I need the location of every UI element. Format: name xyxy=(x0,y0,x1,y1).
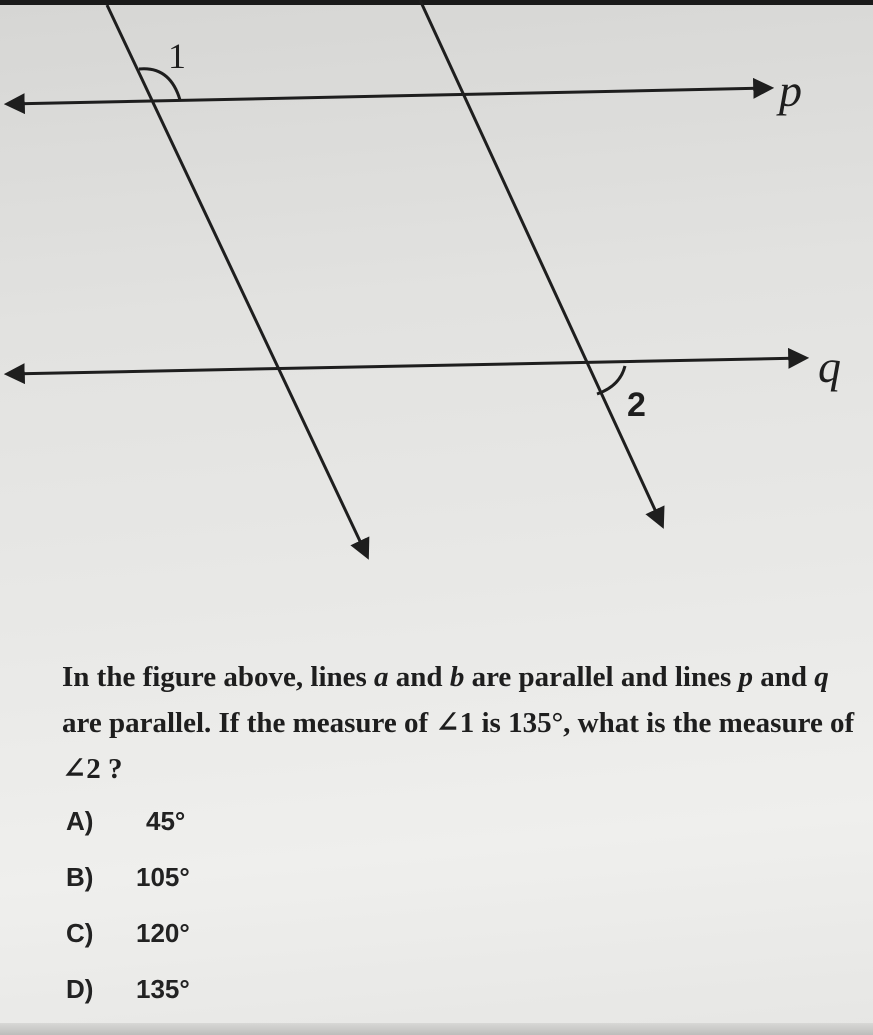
line-p-name: p xyxy=(738,661,753,693)
line-p-label: p xyxy=(779,65,802,116)
option-c[interactable] xyxy=(66,918,366,958)
question-part: and xyxy=(752,661,815,693)
question-part: are parallel. If the measure of ∠1 is 135°, what is the measure of ∠2 ? xyxy=(62,707,855,785)
line-a-name: a xyxy=(374,661,389,693)
line-q-name: q xyxy=(814,661,829,693)
angle-2-label: 2 xyxy=(627,386,646,424)
line-b-name: b xyxy=(449,661,465,693)
option-value: 105° xyxy=(136,862,190,892)
line-q-label: q xyxy=(818,341,841,392)
question-text xyxy=(62,654,862,792)
line-q xyxy=(8,358,805,374)
question-part: and xyxy=(388,661,450,693)
option-d[interactable] xyxy=(66,974,366,1014)
question-part: are parallel and lines xyxy=(464,661,739,693)
option-letter: B) xyxy=(66,862,94,892)
line-b xyxy=(420,0,662,525)
option-letter: D) xyxy=(66,974,94,1004)
line-a xyxy=(107,5,367,556)
option-letter: C) xyxy=(66,918,94,948)
page-bottom-edge xyxy=(0,1023,873,1035)
option-value: 135° xyxy=(136,974,190,1004)
option-value: 45° xyxy=(146,806,186,836)
angle-1-label: 1 xyxy=(168,36,186,76)
line-p xyxy=(8,88,770,104)
option-a[interactable] xyxy=(66,806,366,846)
question-part: In the figure above, lines xyxy=(62,661,375,693)
option-value: 120° xyxy=(136,918,190,948)
option-letter: A) xyxy=(66,806,94,836)
option-b[interactable] xyxy=(66,862,366,902)
